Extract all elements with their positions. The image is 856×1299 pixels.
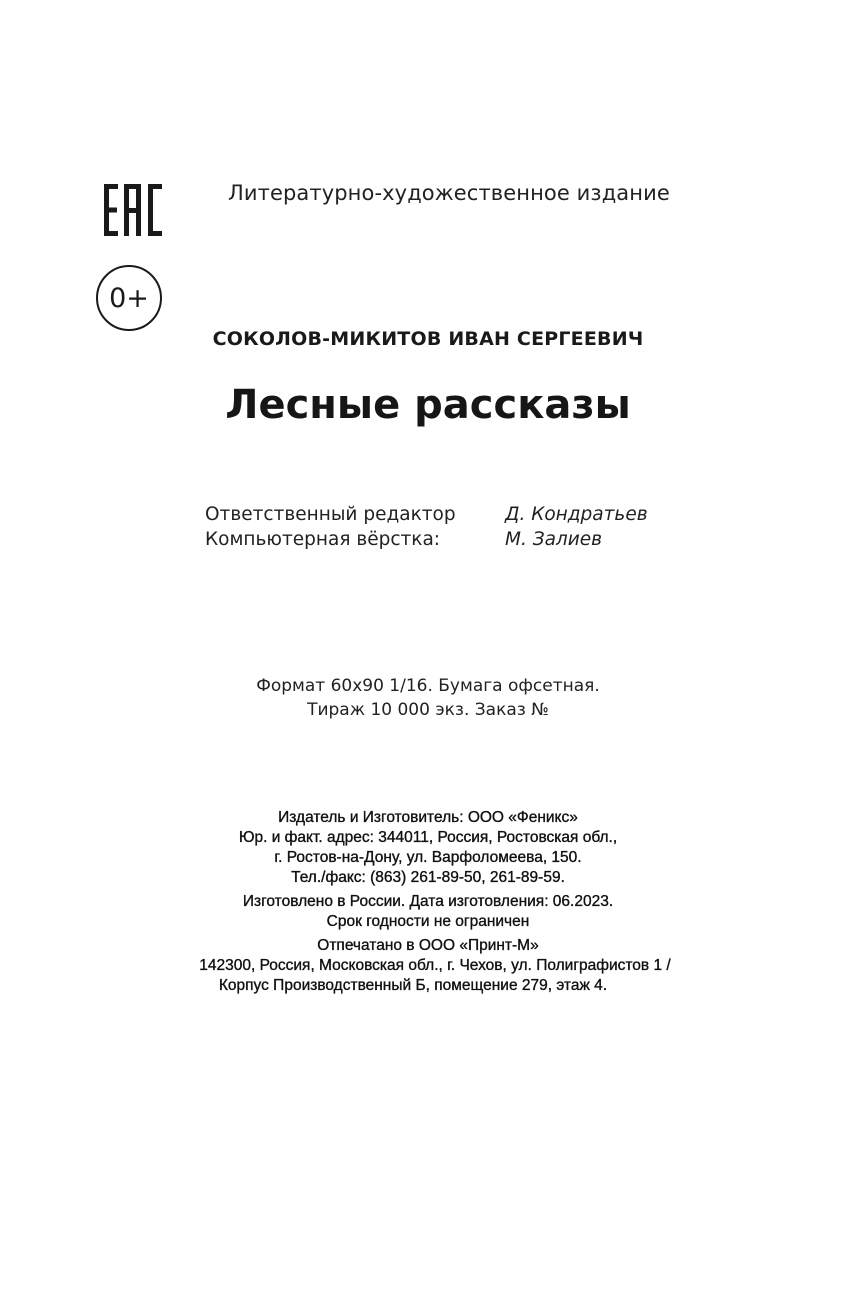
credit-row-editor [205,502,648,527]
shelf-life-line: Срок годности не ограничен [326,913,530,930]
printer-address-line: Корпус Производственный Б, помещение 279, этаж 4. [218,977,608,994]
publisher-address-line: г. Ростов-на-Дону, ул. Варфоломеева, 150. [274,849,582,866]
made-in-line: Изготовлено в России. Дата изготовления: 06.2023. [242,893,614,910]
credit-row-layout [205,527,648,552]
printer-line: Отпечатано в ООО «Принт-М» [317,937,539,954]
print-run-line: Тираж 10 000 экз. Заказ № [307,700,549,720]
publisher-line: Издатель и Изготовитель: ООО «Феникс» [278,809,578,826]
book-title: Лесные рассказы [225,382,631,428]
credit-name: М. Залиев [505,529,603,550]
edition-type: Литературно-художественное издание [228,181,670,205]
age-rating-badge: 0+ [96,265,162,331]
publisher-phone-line: Тел./факс: (863) 261-89-50, 261-89-59. [291,869,565,886]
credit-name: Д. Кондратьев [505,504,648,525]
format-line: Формат 60х90 1/16. Бумага офсетная. [256,676,600,696]
credit-role: Компьютерная вёрстка: [205,529,441,550]
author-name: СОКОЛОВ-МИКИТОВ ИВАН СЕРГЕЕВИЧ [212,328,644,350]
eac-mark-icon [104,184,162,236]
imprint-block [0,808,856,996]
credits [205,502,648,552]
credit-role: Ответственный редактор [205,504,456,525]
format-info [0,674,856,722]
publisher-address-line: Юр. и факт. адрес: 344011, Россия, Ростовская обл., [238,829,618,846]
printer-address-line: 142300, Россия, Московская обл., г. Чехов, ул. Полиграфистов 1 / [199,957,671,974]
